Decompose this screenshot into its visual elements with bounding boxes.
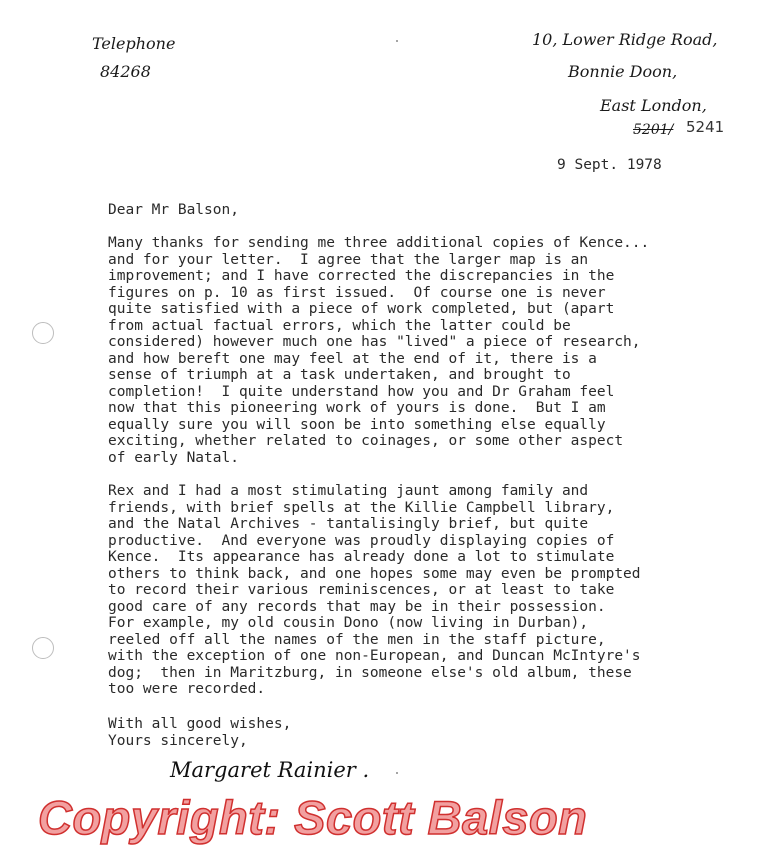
body-paragraph-1: Many thanks for sending me three additional copies of Kence... and for your letter. I agree that the larger map is an improvement; and I have corrected the discrepancies in the figures on p. 10 as first issued. Of course one is never quite satisfied with a piece of work completed, but (apart from actual factual errors, which the latter could be considered) however much one has "lived" a piece of research, and how bereft one may feel at the end of it, there is a sense of triumph at a task undertaken, and brought to completion! I quite understand how you and Dr Graham feel now that this pioneering work of yours is done. But I am equally sure you will soon be into something else equally exciting, whether related to coinages, or some other aspect of early Natal. [108, 235, 650, 466]
paper-speck [396, 40, 398, 42]
telephone-number: 84268 [100, 62, 151, 81]
postal-code-handwritten: 5241 [686, 118, 725, 136]
address-line-2: Bonnie Doon, [568, 62, 678, 81]
paper-speck [396, 772, 398, 774]
closing: With all good wishes, Yours sincerely, [108, 716, 292, 749]
copyright-watermark: Copyright: Scott Balson [38, 791, 588, 844]
telephone-label: Telephone [92, 34, 176, 53]
punch-hole-icon [32, 637, 54, 659]
address-line-3: East London, [600, 96, 707, 115]
body-paragraph-2: Rex and I had a most stimulating jaunt among family and friends, with brief spells at the Killie Campbell library, and the Natal Archives - tantalisingly brief, but quite productive. And everyone was proudly displaying copies of Kence. Its appearance has already done a lot to stimulate others to think back, and one hopes some may even be prompted to record their various reminiscences, or at least to take good care of any records that may be in their possession. For example, my old cousin Dono (now living in Durban), reeled off all the names of the men in the staff picture, with the exception of one non-European, and Duncan McIntyre's dog; then in Maritzburg, in someone else's old album, these too were recorded. [108, 483, 641, 697]
punch-hole-icon [32, 322, 54, 344]
address-line-1: 10, Lower Ridge Road, [532, 30, 718, 49]
signature: Margaret Rainier . [170, 758, 370, 782]
postal-code-struck: 5201/ [633, 122, 674, 138]
letter-date: 9 Sept. 1978 [557, 157, 662, 173]
salutation: Dear Mr Balson, [108, 202, 239, 218]
